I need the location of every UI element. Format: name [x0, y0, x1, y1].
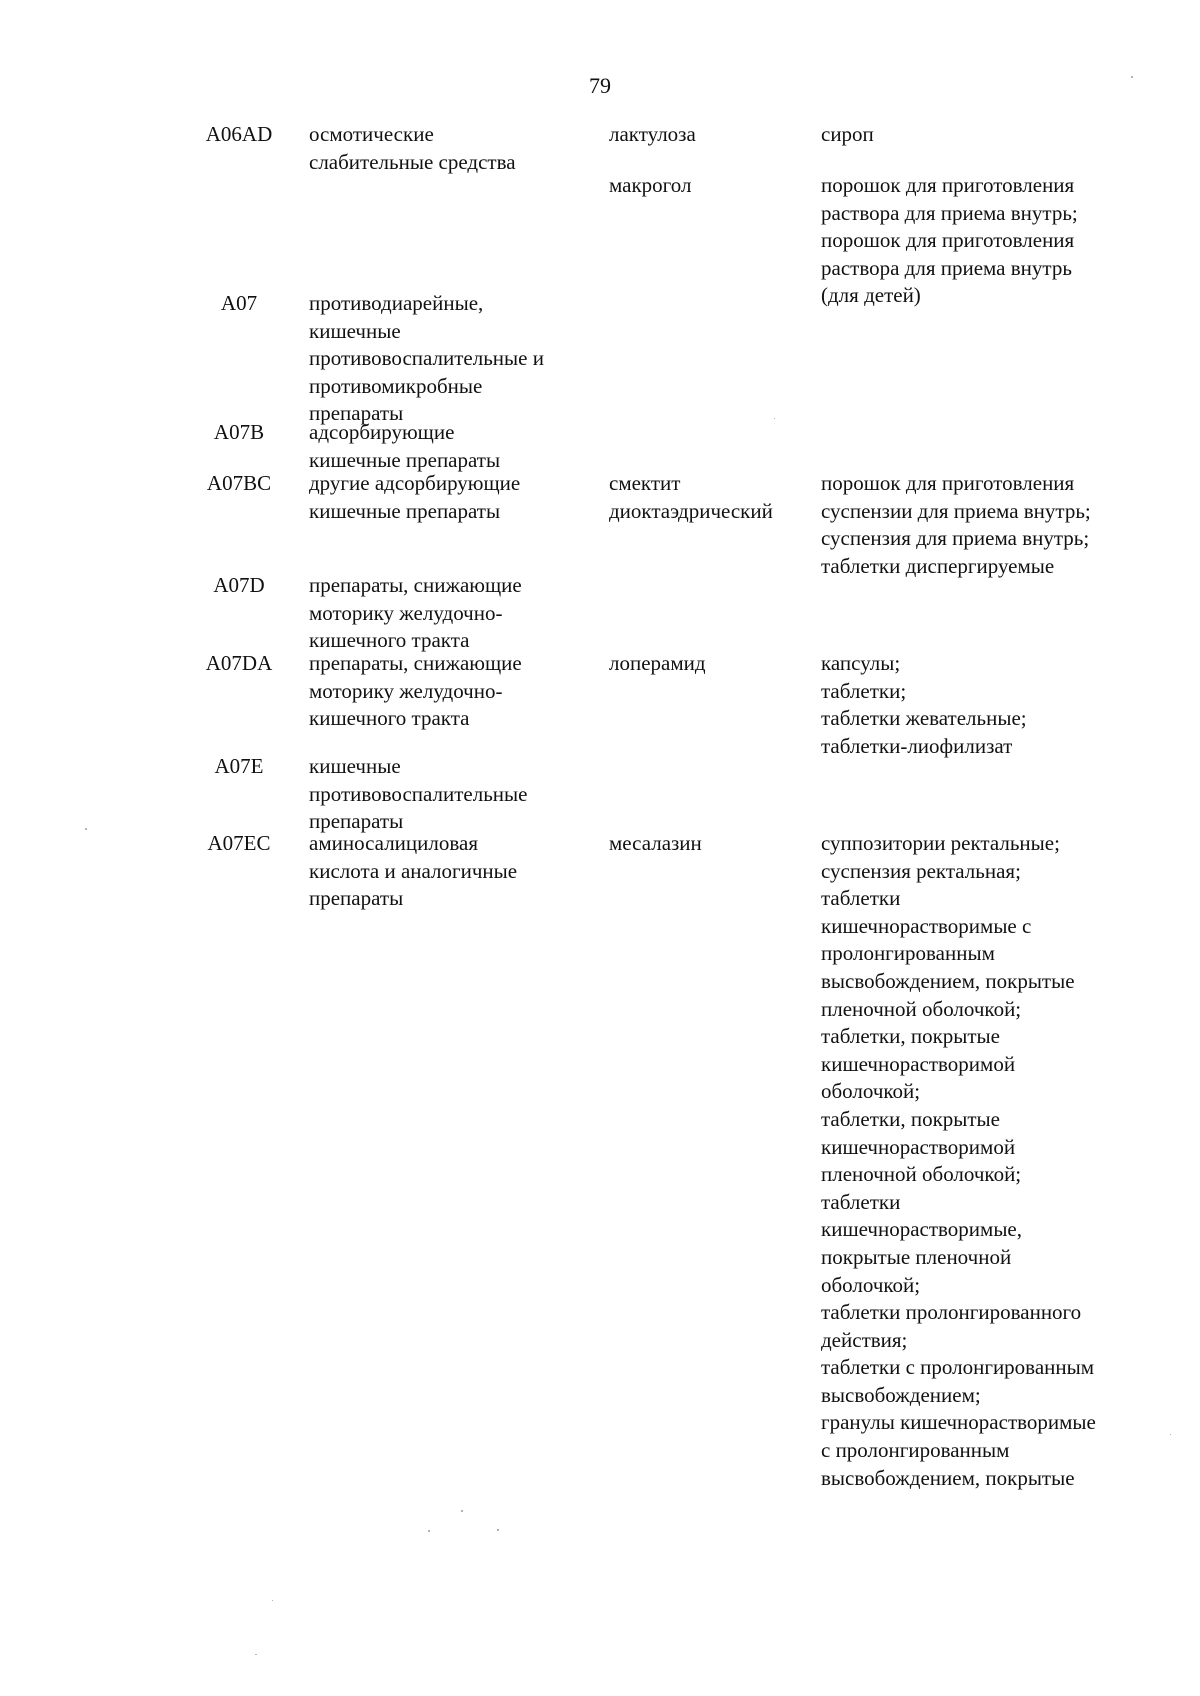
active-substance: смектит диоктаэдрический [609, 471, 773, 523]
pharmacological-group: адсорбирующие кишечные препараты [309, 420, 501, 472]
atc-code: A07DA [205, 651, 273, 675]
pharmacological-group: осмотические слабительные средства [309, 122, 516, 174]
active-substance: месалазин [609, 831, 702, 855]
atc-code: A07D [213, 573, 265, 597]
scan-speckle [461, 1510, 463, 1512]
pharmacological-group: противодиарейные, кишечные противовоспалительные и противомикробные препараты [309, 291, 544, 426]
scan-speckle [85, 828, 87, 830]
dosage-form: сироп [821, 122, 874, 146]
scan-speckle [272, 1600, 273, 1601]
active-substance: лактулоза [609, 122, 696, 146]
pharmacological-group: другие адсорбирующие кишечные препараты [309, 471, 521, 523]
atc-code: A07 [220, 291, 258, 315]
scan-speckle [1170, 1434, 1171, 1435]
active-substance: макрогол [609, 173, 692, 197]
dosage-form: суппозитории ректальные; суспензия ректальная; таблетки кишечнорастворимые с пролонгированным высвобождением, покрытые пленочной оболочкой; таблетки, покрытые кишечнорастворимой оболочкой; таблетки, покрытые кишечнорастворимой пленочной оболочкой; таблетки кишечнорастворимые, покрытые пленочной оболочкой; таблетки пролонгированного действия; таблетки с пролонгированным высвобождением; гранулы кишечнорастворимые с пролонгированным высвобождением, покрытые [821, 831, 1096, 1490]
atc-code: A07BC [206, 471, 272, 495]
atc-code: A07EC [207, 831, 271, 855]
scan-speckle [774, 418, 775, 419]
pharmacological-group: кишечные противовоспалительные препараты [309, 754, 528, 834]
atc-code: A06AD [205, 122, 273, 146]
scan-speckle [428, 1530, 430, 1532]
pharmacological-group: аминосалициловая кислота и аналогичные препараты [309, 831, 518, 911]
scan-speckle [497, 1529, 499, 1531]
active-substance: лоперамид [609, 651, 706, 675]
atc-code: A07E [214, 754, 264, 778]
atc-code: A07B [213, 420, 265, 444]
pharmacological-group: препараты, снижающие моторику желудочно- кишечного тракта [309, 573, 522, 653]
dosage-form: капсулы; таблетки; таблетки жевательные; таблетки-лиофилизат [821, 651, 1027, 758]
pharmacological-group: препараты, снижающие моторику желудочно- кишечного тракта [309, 651, 522, 731]
scan-speckle [255, 1654, 257, 1655]
dosage-form: порошок для приготовления суспензии для приема внутрь; суспензия для приема внутрь; таблетки диспергируемые [821, 471, 1091, 578]
scan-speckle [1131, 76, 1133, 78]
dosage-form: порошок для приготовления раствора для приема внутрь; порошок для приготовления раствора для приема внутрь (для детей) [821, 173, 1078, 308]
page-number: 79 [589, 73, 611, 98]
